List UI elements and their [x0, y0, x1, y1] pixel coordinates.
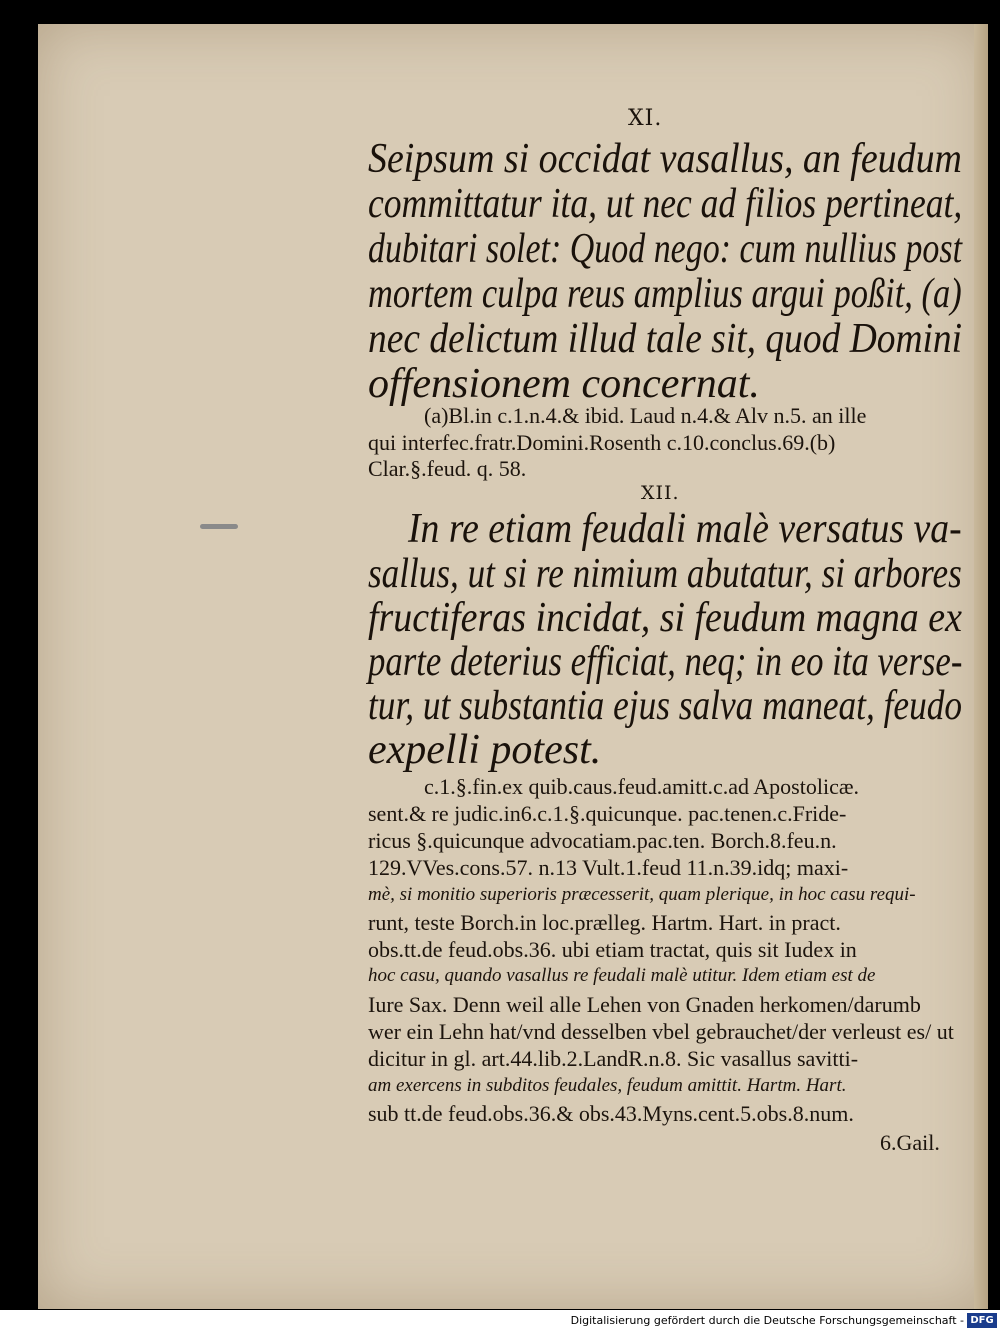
section-number-xii: XII. — [641, 482, 680, 504]
section-xii-line-6: expelli potest. — [368, 727, 602, 773]
section-xi-line-3: dubitari solet: Quod nego: cum nullius post — [368, 226, 963, 272]
section-xi-line-4: mortem culpa reus amplius argui poßit, (a) — [368, 271, 962, 317]
section-xii-note-13: sub tt.de feud.obs.36.& obs.43.Myns.cent.5.obs.8.num. — [368, 1101, 854, 1126]
section-xii-note-8: hoc casu, quando vasallus re feudali malè utitur. Idem etiam est de — [368, 965, 876, 986]
section-xi-note-2: qui interfec.fratr.Domini.Rosenth c.10.conclus.69.(b) — [368, 430, 836, 455]
scan-speck — [200, 524, 238, 529]
section-xii-note-10: wer ein Lehn hat/vnd desselben vbel gebrauchet/der verleust es/ ut — [368, 1019, 954, 1044]
section-xii-note-9: Iure Sax. Denn weil alle Lehen von Gnaden herkomen/darumb — [368, 992, 921, 1017]
section-xii-note-11: dicitur in gl. art.44.lib.2.LandR.n.8. Sic vasallus savitti- — [368, 1046, 859, 1071]
section-xii-note-7: obs.tt.de feud.obs.36. ubi etiam tractat, quis sit Iudex in — [368, 937, 857, 962]
section-xii-note-1: c.1.§.fin.ex quib.caus.feud.amitt.c.ad Apostolicæ. — [424, 774, 860, 799]
funding-notice: Digitalisierung gefördert durch die Deutsche Forschungsgemeinschaft - — [570, 1314, 964, 1327]
section-xi-line-6: offensionem concernat. — [368, 361, 760, 407]
section-xii-note-3: ricus §.quicunque advocatiam.pac.ten. Borch.8.feu.n. — [368, 828, 837, 853]
section-xi-note-3: Clar.§.feud. q. 58. — [368, 456, 527, 481]
dfg-logo: DFG — [967, 1313, 997, 1328]
section-xii-line-1: In re etiam feudali malè versatus va- — [408, 506, 962, 552]
footer-bar — [0, 1310, 1000, 1335]
section-xi-line-2: committatur ita, ut nec ad filios pertineat, — [368, 181, 963, 227]
section-xii-note-14: 6.Gail. — [880, 1130, 940, 1155]
section-xi-line-1: Seipsum si occidat vasallus, an feudum — [368, 136, 962, 182]
section-xii-line-4: parte deterius efficiat, neq; in eo ita verse- — [368, 639, 963, 685]
section-xii-note-12: am exercens in subditos feudales, feudum amittit. Hartm. Hart. — [368, 1075, 847, 1096]
page-gutter — [974, 24, 988, 1309]
section-xii-line-3: fructiferas incidat, si feudum magna ex — [368, 595, 962, 641]
section-xii-line-5: tur, ut substantia ejus salva maneat, feudo — [368, 683, 963, 729]
section-xi-note-1: (a)Bl.in c.1.n.4.& ibid. Laud n.4.& Alv n.5. an ille — [424, 403, 867, 428]
section-xii-note-6: runt, teste Borch.in loc.prælleg. Hartm. Hart. in pract. — [368, 910, 841, 935]
section-xi-line-5: nec delictum illud tale sit, quod Domini — [368, 316, 963, 362]
section-xii-note-4: 129.VVes.cons.57. n.13 Vult.1.feud 11.n.39.idq; maxi- — [368, 855, 849, 880]
section-xii-line-2: sallus, ut si re nimium abutatur, si arbores — [368, 551, 962, 597]
section-xii-note-2: sent.& re judic.in6.c.1.§.quicunque. pac.tenen.c.Fride- — [368, 801, 847, 826]
section-number-xi: XI. — [628, 106, 663, 131]
section-xii-note-5: mè, si monitio superioris præcesserit, quam plerique, in hoc casu requi- — [368, 884, 916, 905]
